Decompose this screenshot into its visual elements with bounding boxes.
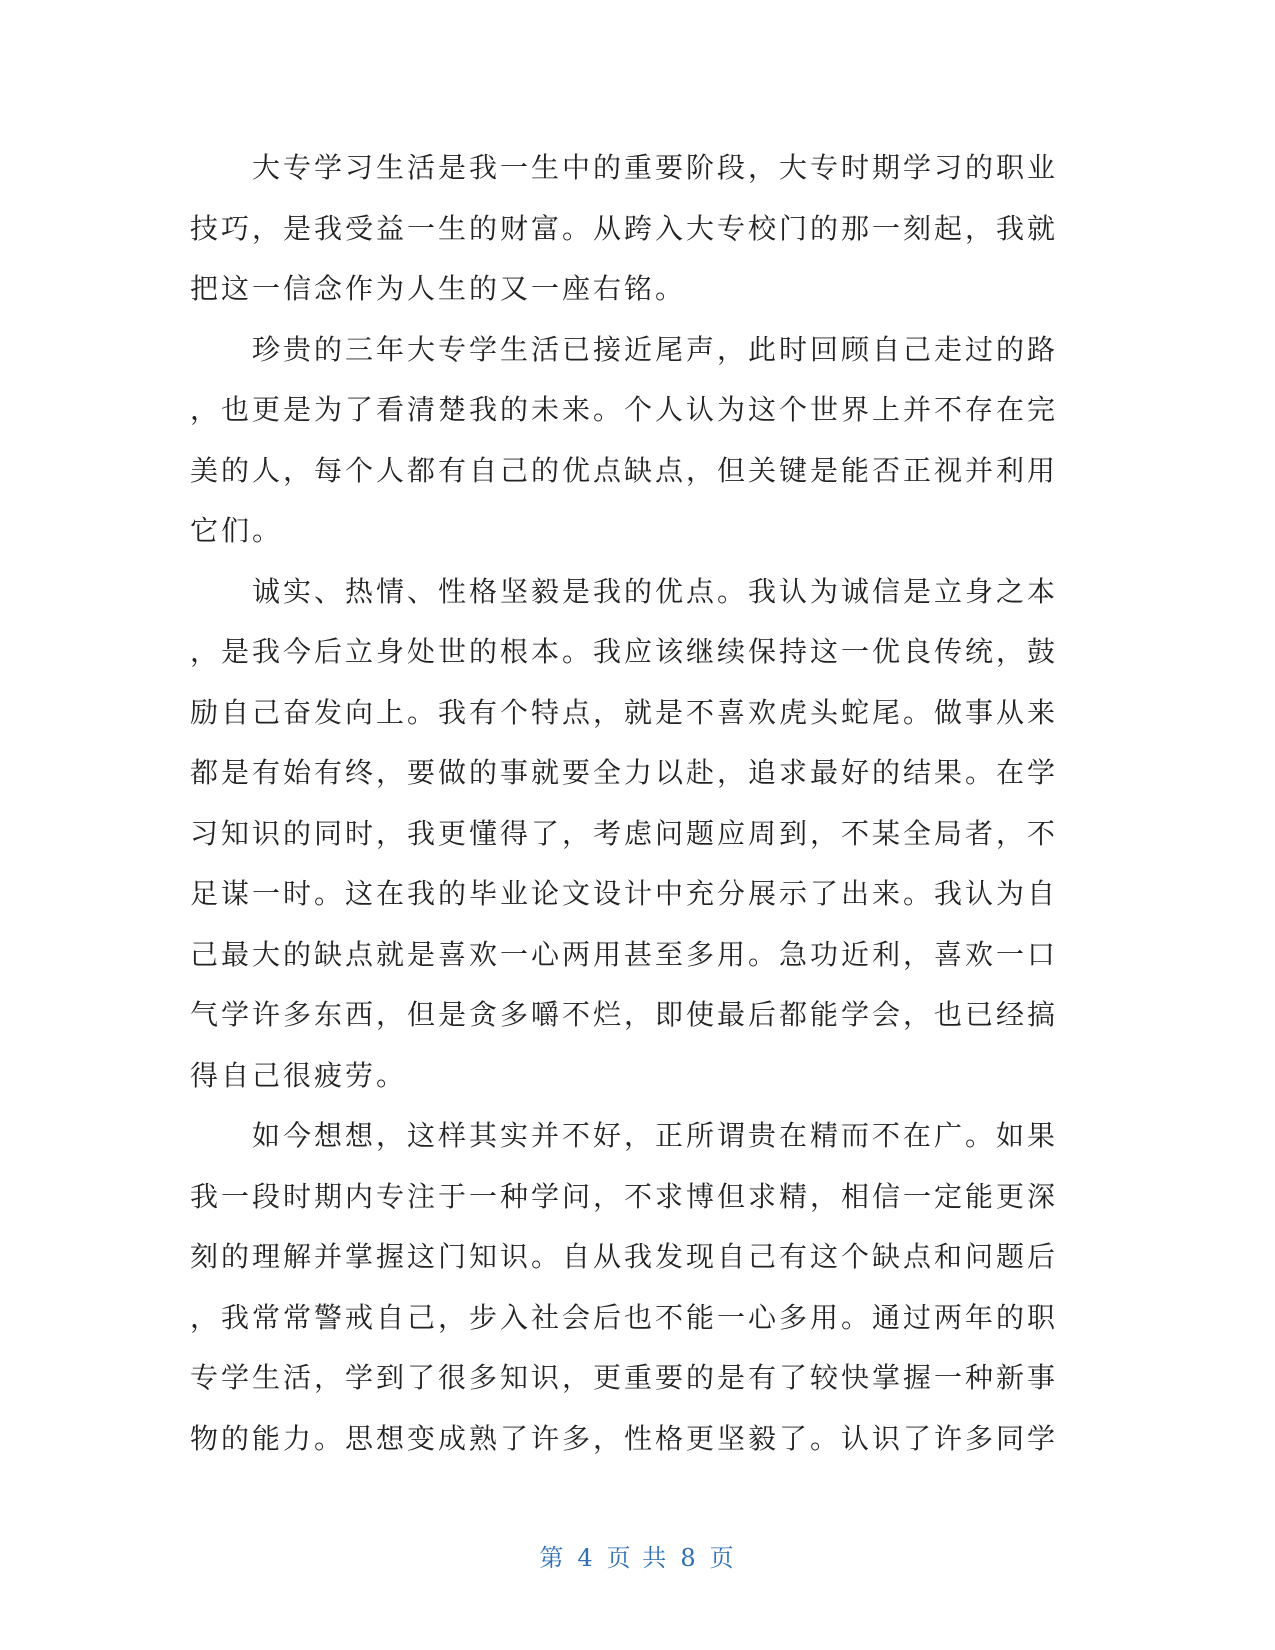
text-line: ，也更是为了看清楚我的未来。个人认为这个世界上并不存在完 (190, 393, 1059, 426)
footer-total-pages: 8 (680, 1544, 698, 1572)
text-line: 励自己奋发向上。我有个特点，就是不喜欢虎头蛇尾。做事从来 (190, 695, 1059, 729)
text-line: 技巧，是我受益一生的财富。从跨入大专校门的那一刻起，我就 (190, 211, 1059, 245)
footer-middle: 页 共 (606, 1544, 669, 1572)
text-line: 气学许多东西，但是贪多嚼不烂，即使最后都能学会，也已经搞 (190, 998, 1059, 1031)
footer-page-number: 4 (577, 1544, 595, 1572)
text-line: 专学生活，学到了很多知识，更重要的是有了较快掌握一种新事 (190, 1361, 1059, 1394)
body-text (190, 138, 1060, 1469)
footer-suffix: 页 (709, 1544, 736, 1572)
text-line: 己最大的缺点就是喜欢一心两用甚至多用。急功近利，喜欢一口 (190, 937, 1059, 971)
text-line: 我一段时期内专注于一种学问，不求博但求精，相信一定能更深 (190, 1179, 1059, 1213)
text-line: ，是我今后立身处世的根本。我应该继续保持这一优良传统，鼓 (190, 635, 1059, 668)
text-line: 刻的理解并掌握这门知识。自从我发现自己有这个缺点和问题后 (190, 1240, 1059, 1273)
text-line: 都是有始有终，要做的事就要全力以赴，追求最好的结果。在学 (190, 756, 1059, 789)
text-line: 物的能力。思想变成熟了许多，性格更坚毅了。认识了许多同学 (190, 1421, 1059, 1455)
text-line: 足谋一时。这在我的毕业论文设计中充分展示了出来。我认为自 (190, 877, 1059, 910)
text-line: 如今想想，这样其实并不好，正所谓贵在精而不在广。如果 (252, 1119, 1059, 1152)
footer-prefix: 第 (539, 1544, 566, 1572)
text-line: 诚实、热情、性格坚毅是我的优点。我认为诚信是立身之本 (252, 574, 1059, 608)
text-line: 把这一信念作为人生的又一座右铭。 (190, 272, 687, 305)
text-line: 珍贵的三年大专学生活已接近尾声，此时回顾自己走过的路 (252, 332, 1059, 366)
text-line: 美的人，每个人都有自己的优点缺点，但关键是能否正视并利用 (190, 453, 1059, 487)
text-line: 它们。 (190, 514, 284, 547)
text-line: 得自己很疲劳。 (190, 1058, 408, 1092)
text-line: 大专学习生活是我一生中的重要阶段，大专时期学习的职业 (252, 151, 1059, 184)
text-line: ，我常常警戒自己，步入社会后也不能一心多用。通过两年的职 (190, 1300, 1059, 1334)
text-line: 习知识的同时，我更懂得了，考虑问题应周到，不某全局者，不 (190, 816, 1059, 850)
page-footer (0, 1538, 1275, 1573)
